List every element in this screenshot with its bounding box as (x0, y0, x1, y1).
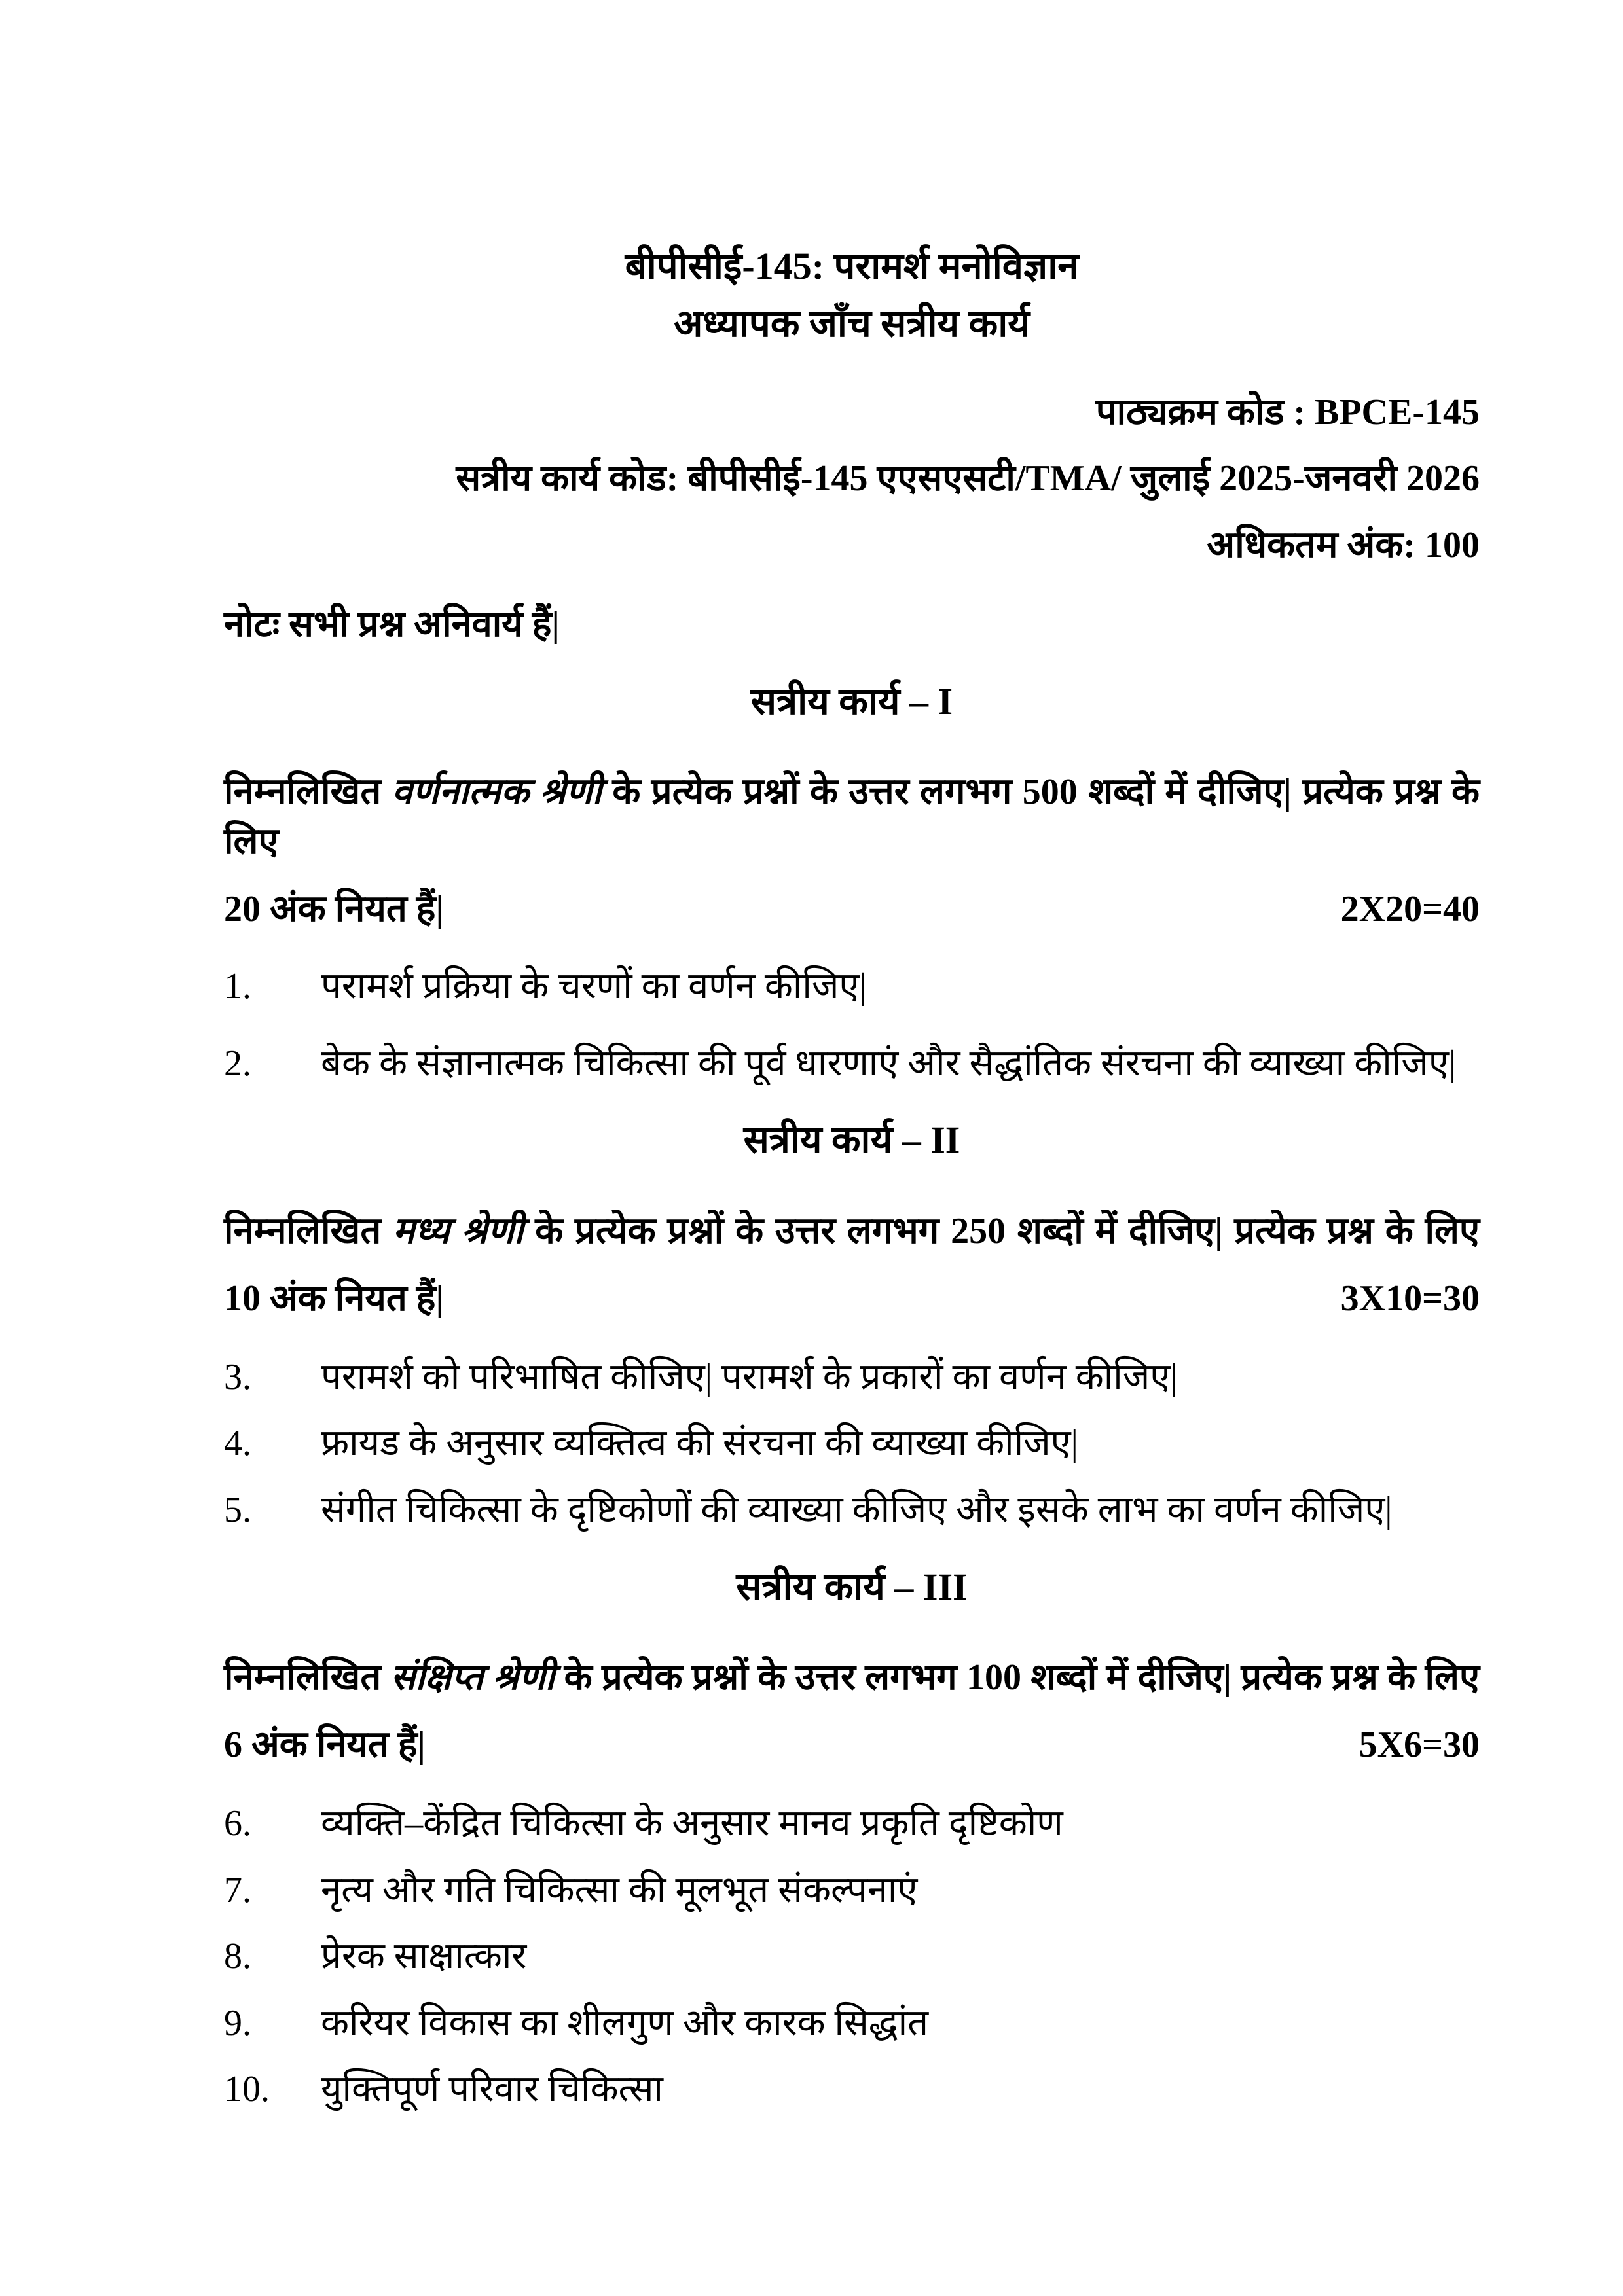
assignment-code-line: सत्रीय कार्य कोड: बीपीसीई-145 एएसएसटी/TMA/ जुलाई 2025-जनवरी 2026 (456, 458, 1480, 499)
section-3-heading: सत्रीय कार्य – III (736, 1565, 968, 1608)
question-number: 3. (224, 1356, 251, 1397)
section-2-marks-total: 3X10=30 (1340, 1278, 1480, 1319)
section-assignment-3 (224, 1562, 1480, 2115)
question-row (224, 962, 1480, 1012)
section-1-questions (224, 962, 1480, 1088)
section-1-heading: सत्रीय कार्य – I (750, 679, 953, 723)
question-row (224, 1799, 1480, 1849)
section-2-questions (224, 1353, 1480, 1535)
question-number: 4. (224, 1423, 251, 1464)
max-marks-line: अधिकतम अंक: 100 (1207, 524, 1480, 565)
section-2-instruction-suffix: के प्रत्येक प्रश्नों के उत्तर लगभग 250 शब्दों में दीजिए| प्रत्येक प्रश्न के लिए (523, 1210, 1480, 1251)
section-3-instruction-prefix: निम्नलिखित (224, 1657, 391, 1698)
question-text: व्यक्ति–केंद्रित चिकित्सा के अनुसार मानव प्रकृति दृष्टिकोण (321, 1803, 1063, 1844)
question-text: परामर्श प्रक्रिया के चरणों का वर्णन कीजिए| (321, 966, 867, 1007)
question-row (224, 1419, 1480, 1469)
section-1-instruction-suffix: के प्रत्येक प्रश्नों के उत्तर लगभग 500 शब्दों में दीजिए| प्रत्येक प्रश्न के लिए (224, 772, 1480, 862)
section-3-questions (224, 1799, 1480, 2115)
section-2-category-label: मध्य श्रेणी (393, 1210, 524, 1251)
section-2-instructions (224, 1207, 1480, 1257)
question-text: नृत्य और गति चिकित्सा की मूलभूत संकल्पनाएं (321, 1869, 918, 1910)
question-row (224, 1866, 1480, 1916)
question-number: 8. (224, 1936, 251, 1977)
section-1-marks-text: 20 अंक नियत हैं| (224, 889, 444, 930)
section-3-instruction-suffix: के प्रत्येक प्रश्नों के उत्तर लगभग 100 शब्दों में दीजिए| प्रत्येक प्रश्न के लिए (555, 1657, 1480, 1698)
question-text: बेक के संज्ञानात्मक चिकित्सा की पूर्व धारणाएं और सैद्धांतिक संरचना की व्याख्या कीजिए| (321, 1043, 1457, 1084)
question-number: 7. (224, 1869, 251, 1910)
section-1-marks-row (224, 885, 1480, 935)
section-2-instruction-prefix: निम्नलिखित (224, 1210, 393, 1251)
section-1-marks-total: 2X20=40 (1340, 889, 1480, 930)
section-1-category-label: वर्णनात्मक श्रेणी (392, 772, 602, 813)
question-row (224, 2065, 1480, 2115)
section-2-marks-text: 10 अंक नियत हैं| (224, 1278, 444, 1319)
question-text: प्रेरक साक्षात्कार (321, 1936, 527, 1977)
question-number: 10. (224, 2069, 270, 2110)
course-title: बीपीसीई-145: परामर्श मनोविज्ञान (625, 245, 1079, 287)
question-text: युक्तिपूर्ण परिवार चिकित्सा (321, 2069, 663, 2110)
note-line: नोटः सभी प्रश्न अनिवार्य हैं| (224, 604, 560, 645)
question-number: 9. (224, 2002, 251, 2043)
section-3-marks-text: 6 अंक नियत हैं| (224, 1725, 426, 1766)
question-row (224, 1999, 1480, 2049)
question-number: 2. (224, 1043, 251, 1084)
question-row (224, 1039, 1480, 1089)
question-text: करियर विकास का शीलगुण और कारक सिद्धांत (321, 2002, 929, 2043)
section-3-marks-row (224, 1721, 1480, 1770)
section-1-instructions (224, 768, 1480, 867)
question-row (224, 1486, 1480, 1535)
section-3-instructions (224, 1653, 1480, 1703)
question-row (224, 1932, 1480, 1982)
assignment-type-title: अध्यापक जाँच सत्रीय कार्य (674, 302, 1030, 346)
question-text: परामर्श को परिभाषित कीजिए| परामर्श के प्रकारों का वर्णन कीजिए| (321, 1356, 1178, 1397)
section-assignment-1 (224, 676, 1480, 1088)
section-1-instruction-prefix: निम्नलिखित (224, 772, 392, 813)
section-2-marks-row (224, 1274, 1480, 1324)
section-assignment-2 (224, 1115, 1480, 1535)
course-code-line: पाठ्यक्रम कोड : BPCE-145 (1095, 391, 1480, 433)
question-number: 5. (224, 1489, 251, 1530)
question-number: 1. (224, 966, 251, 1007)
question-row (224, 1353, 1480, 1403)
question-text: फ्रायड के अनुसार व्यक्तित्व की संरचना की व्याख्या कीजिए| (321, 1423, 1078, 1464)
question-text: संगीत चिकित्सा के दृष्टिकोणों की व्याख्या कीजिए और इसके लाभ का वर्णन कीजिए| (321, 1489, 1393, 1530)
section-3-category-label: संक्षिप्त श्रेणी (390, 1657, 555, 1698)
question-number: 6. (224, 1803, 251, 1844)
section-2-heading: सत्रीय कार्य – II (743, 1119, 960, 1162)
section-3-marks-total: 5X6=30 (1359, 1725, 1480, 1766)
